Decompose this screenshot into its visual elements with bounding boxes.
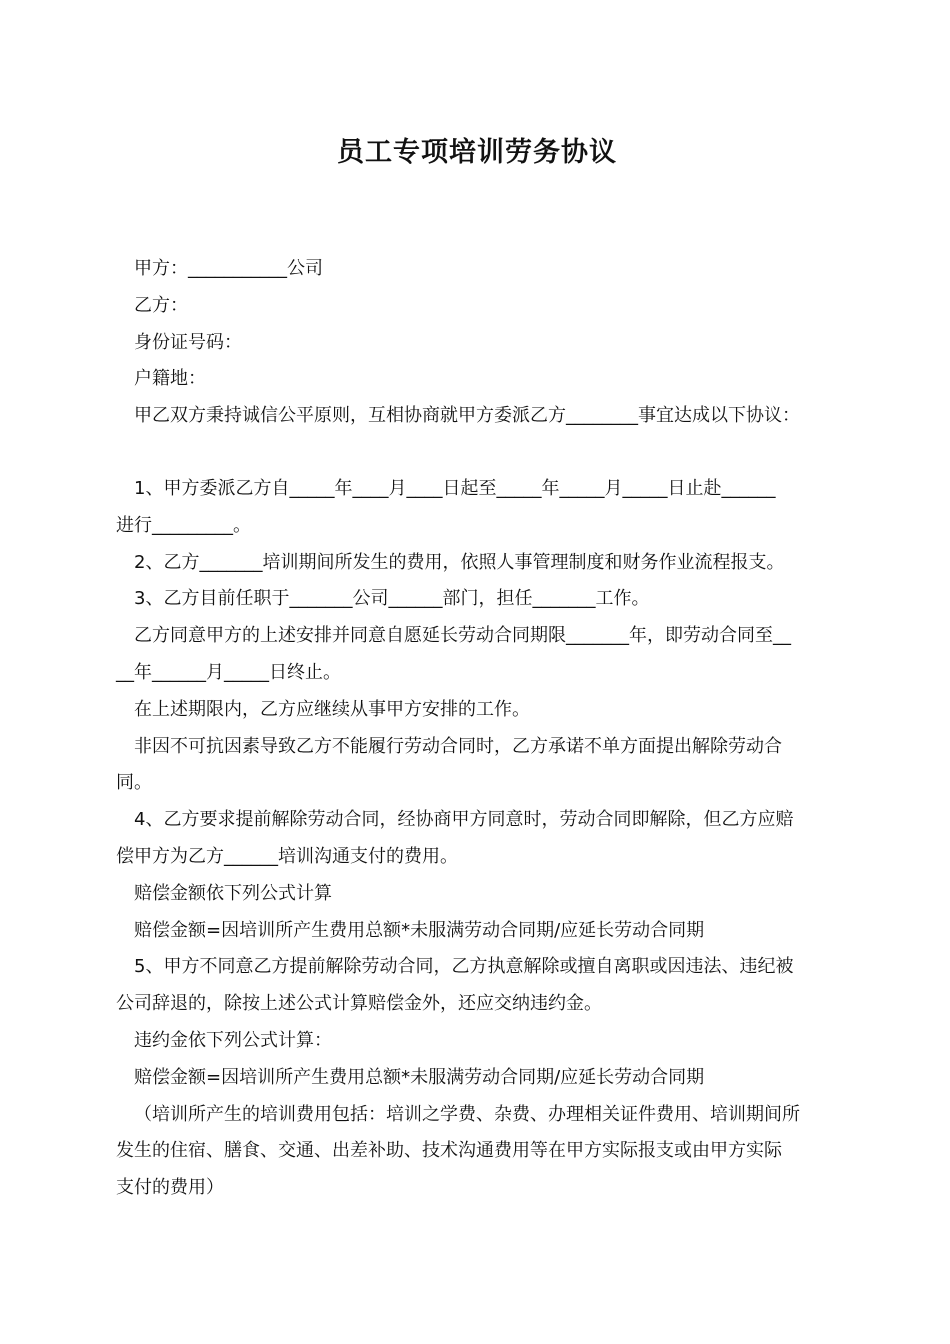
document-title: 员工专项培训劳务协议 — [337, 137, 617, 168]
clause-3-continue: 在上述期限内，乙方应继续从事甲方安排的工作。 — [134, 698, 530, 720]
fee-note-line-2: 发生的住宿、膳食、交通、出差补助、技术沟通费用等在甲方实际报支或由甲方实际 — [116, 1140, 782, 1162]
clause-5-formula: 赔偿金额=因培训所产生费用总额*未服满劳动合同期/应延长劳动合同期 — [134, 1066, 705, 1088]
clause-5-line-2: 公司辞退的，除按上述公式计算赔偿金外，还应交纳违约金。 — [116, 993, 602, 1015]
clause-3-extend-line-1: 乙方同意甲方的上述安排并同意自愿延长劳动合同期限_______年，即劳动合同至__ — [134, 625, 791, 647]
party-b-line: 乙方： — [134, 294, 188, 316]
clause-2: 2、乙方_______培训期间所发生的费用，依照人事管理制度和财务作业流程报支。 — [134, 551, 785, 573]
paragraph-gap — [116, 435, 838, 471]
clause-3-force-line-2: 同。 — [116, 772, 152, 794]
clause-5-formula-intro: 违约金依下列公式计算： — [134, 1029, 332, 1051]
clause-5-line-1: 5、甲方不同意乙方提前解除劳动合同，乙方执意解除或擅自离职或因违法、违纪被 — [134, 956, 794, 978]
clause-3: 3、乙方目前任职于_______公司______部门，担任_______工作。 — [134, 588, 650, 610]
clause-4-line-1: 4、乙方要求提前解除劳动合同，经协商甲方同意时，劳动合同即解除，但乙方应赔 — [134, 809, 794, 831]
domicile-line: 户籍地： — [134, 368, 206, 390]
fee-note-line-1: （培训所产生的培训费用包括：培训之学费、杂费、办理相关证件费用、培训期间所 — [134, 1103, 800, 1125]
clause-1-line-1: 1、甲方委派乙方自_____年____月____日起至_____年_____月_____日止赴______ — [134, 477, 776, 499]
clause-4-line-2: 偿甲方为乙方______培训沟通支付的费用。 — [116, 845, 458, 867]
clause-4-formula-intro: 赔偿金额依下列公式计算 — [134, 882, 332, 904]
clause-3-force-line-1: 非因不可抗因素导致乙方不能履行劳动合同时，乙方承诺不单方面提出解除劳动合 — [134, 735, 782, 757]
fee-note-line-3: 支付的费用） — [116, 1177, 224, 1199]
clause-4-formula: 赔偿金额=因培训所产生费用总额*未服满劳动合同期/应延长劳动合同期 — [134, 919, 705, 941]
id-number-line: 身份证号码： — [134, 331, 242, 353]
intro-paragraph: 甲乙双方秉持诚信公平原则，互相协商就甲方委派乙方________事宜达成以下协议： — [134, 405, 800, 427]
clause-1-line-2: 进行_________。 — [116, 514, 251, 536]
clause-3-extend-line-2: __年______月_____日终止。 — [116, 661, 341, 683]
party-a-line: 甲方：___________公司 — [134, 258, 323, 279]
